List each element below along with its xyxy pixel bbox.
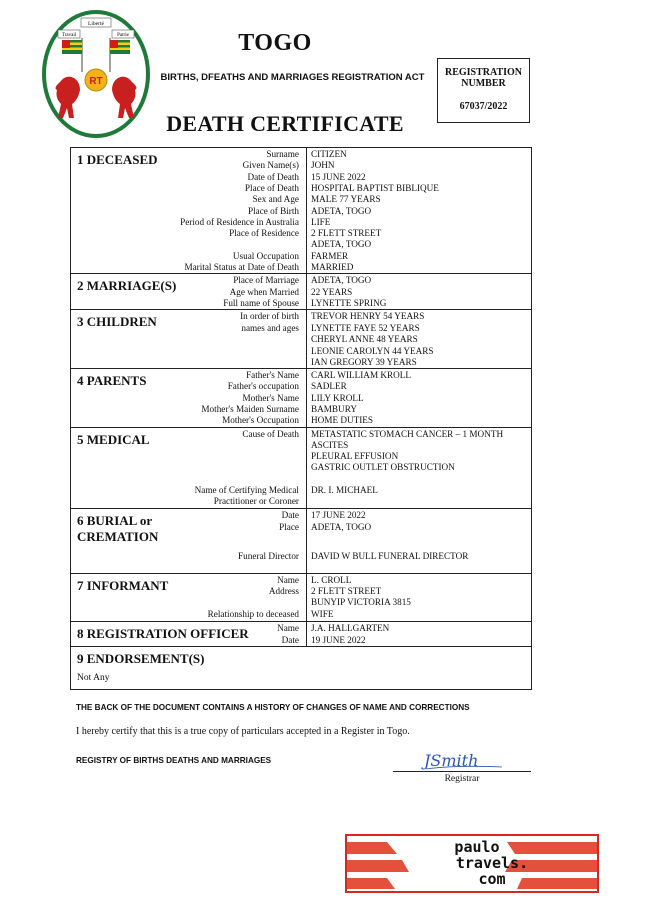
section-title: 4 PARENTS: [77, 373, 147, 388]
registry-name: REGISTRY OF BIRTHS DEATHS AND MARRIAGES: [76, 756, 272, 765]
certificate-table: [70, 147, 532, 690]
section-title: 1 DECEASED: [77, 152, 158, 167]
section-parents: 4 PARENTS Father's Name CARL WILLIAM KROLL Father's occupation SADLER Mother's Name LILY KROLL Mother's Maiden Surname BAMBURY Mother's Occupation HOME DUTIES: [71, 369, 531, 428]
svg-text:JSmith: JSmith: [424, 751, 479, 770]
section-endorsement: [71, 647, 531, 691]
section-title: 7 INFORMANT: [77, 578, 169, 593]
motto-left: Travail: [61, 33, 77, 38]
registrar-signature: [420, 747, 510, 773]
document-title: DEATH CERTIFICATE: [166, 111, 404, 136]
section-informant: 7 INFORMANT Name L. CROLL Address 2 FLETT STREET BUNYIP VICTORIA 3815 Relationship to deceased WIFE: [71, 574, 531, 622]
logo-text: paulo travels. com: [454, 838, 529, 888]
registration-label-line2: NUMBER: [461, 78, 506, 89]
section-marriage: 2 MARRIAGE(S) Place of Marriage ADETA, TOGO Age when Married 22 YEARS Full name of Spouse LYNETTE SPRING: [71, 274, 531, 310]
registration-number: 67037/2022: [459, 101, 508, 112]
certification-statement: I hereby certify that this is a true copy of particulars accepted in a Register in Togo.: [76, 726, 410, 737]
section-title: 6 BURIAL or CREMATION: [77, 513, 159, 544]
country-title: TOGO: [238, 30, 312, 56]
motto-right: Patrie: [117, 33, 129, 38]
emblem-initials: RT: [89, 76, 103, 87]
section-title: 9 ENDORSEMENT(S): [77, 651, 205, 666]
section-burial: 6 BURIAL or CREMATION Date 17 JUNE 2022 Place ADETA, TOGO Funeral Director DAVID W BULL FUNERAL DIRECTOR: [71, 509, 531, 574]
section-title: 5 MEDICAL: [77, 432, 150, 447]
paulo-travels-logo: [345, 834, 599, 893]
endorsement-text: Not Any: [77, 673, 110, 683]
section-title: 8 REGISTRATION OFFICER: [77, 626, 249, 641]
section-medical: 5 MEDICAL Cause of Death METASTATIC STOMACH CANCER – 1 MONTH ASCITES PLEURAL EFFUSION GASTRIC OUTLET OBSTRUCTION Name of Certifying Medical DR. I. MICHAEL Practitioner or Coroner: [71, 428, 531, 509]
section-registration-officer: 8 REGISTRATION OFFICER Name J.A. HALLGARTEN Date 19 JUNE 2022: [71, 622, 531, 647]
registrar-label: Registrar: [444, 774, 480, 784]
registration-act-title: BIRTHS, DFEATHS AND MARRIAGES REGISTRATION ACT: [160, 72, 425, 83]
section-title: 2 MARRIAGE(S): [77, 278, 177, 293]
section-children: 3 CHILDREN In order of birth TREVOR HENRY 54 YEARS names and ages LYNETTE FAYE 52 YEARS CHERYL ANNE 48 YEARS LEONIE CAROLYN 44 YEARS IAN GREGORY 39 YEARS: [71, 310, 531, 369]
section-deceased: 1 DECEASED Surname CITIZEN Given Name(s) JOHN Date of Death 15 JUNE 2022 Place of Death HOSPITAL BAPTIST BIBLIQUE Sex and Age MALE 77 YEARS Place of Birth ADETA, TOGO Period of Residence in Australia LIFE Place of Residence 2 FLETT STREET ADETA, TOGO Usual Occupation FARMER Marital Status at Date of Death MARRIED: [71, 148, 531, 274]
registration-label-line1: REGISTRATION: [444, 67, 523, 78]
signature-line: [393, 771, 531, 772]
section-title: 3 CHILDREN: [77, 314, 157, 329]
registration-number-box: [437, 58, 530, 123]
back-of-document-note: THE BACK OF THE DOCUMENT CONTAINS A HISTORY OF CHANGES OF NAME AND CORRECTIONS: [76, 703, 470, 712]
motto-center: Liberté: [88, 21, 104, 27]
togo-coat-of-arms-emblem: [42, 10, 150, 138]
